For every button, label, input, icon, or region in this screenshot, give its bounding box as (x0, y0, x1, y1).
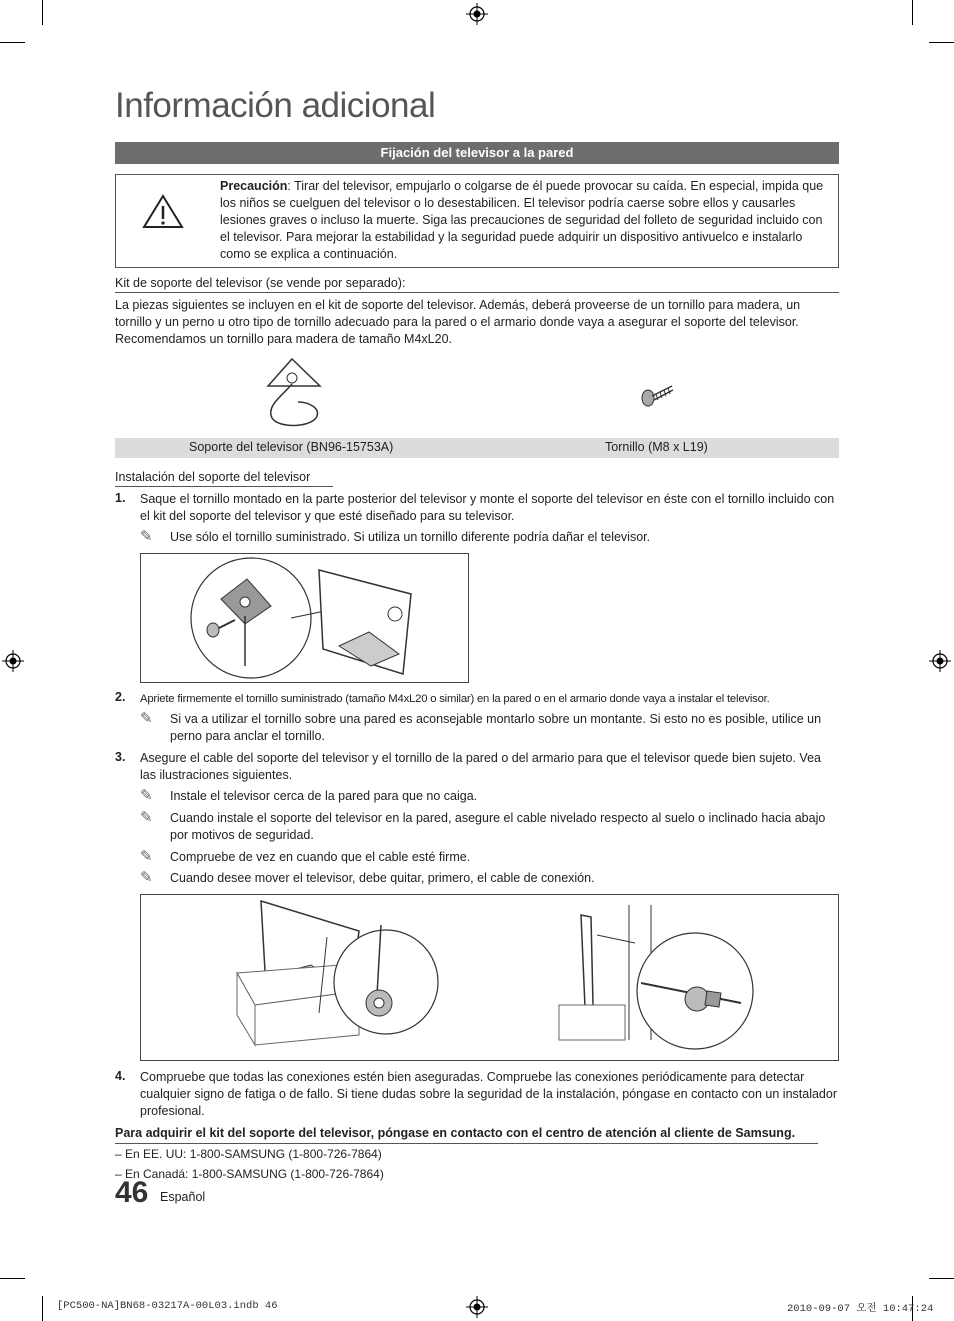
parts-caption-bar (115, 438, 839, 458)
warning-triangle-icon (142, 193, 184, 229)
registration-mark-icon (929, 650, 951, 672)
print-date-info: 2010-09-07 오전 10:47:24 (787, 1303, 934, 1315)
kit-intro: La piezas siguientes se incluyen en el kit de soporte del televisor. Además, deberá proveerse de un tornillo para madera, un tornillo y un perno u otro tipo de tornillo adecuado para la pared o el armario donde vaya a asegurar el soporte del televisor. Recomendamos un tornillo para madera de tamaño M4xL20. (115, 298, 801, 346)
part-label-screw: Tornillo (M8 x L19) (605, 440, 708, 454)
step-text: Compruebe que todas las conexiones estén bien aseguradas. Compruebe las conexiones periódicamente para detectar cualquier signo de fatiga o de fallo. Si tiene dudas sobre la seguridad de la instalación, póngase en contacto con un instalador profesional. (140, 1070, 838, 1118)
contact-heading: Para adquirir el kit del soporte del televisor, póngase en contacto con el centro de atención al cliente de Samsung. (115, 1126, 796, 1140)
crop-mark (929, 42, 954, 43)
crop-mark (42, 0, 43, 25)
tv-holder-bracket-illustration (262, 356, 332, 436)
kit-heading-wrap (115, 275, 839, 292)
caution-body: : Tirar del televisor, empujarlo o colgarse de él puede provocar su caída. En especial, impida que los niños se cuelguen del televisor o lo desestabilicen. El televisor podría caerse sobre ellos y causarles lesiones graves o incluso la muerte. Siga las precauciones de seguridad del folleto de seguridad incluido con el televisor. Para mejorar la estabilidad y la seguridad puede adquirir un dispositivo antivuelco e instalarlo como se explica a continuación. (220, 179, 824, 261)
note-pencil-icon: ✎ (140, 869, 153, 886)
step-note: Cuando desee mover el televisor, debe quitar, primero, el cable de conexión. (170, 871, 595, 885)
note-pencil-icon: ✎ (140, 528, 153, 545)
crop-mark (912, 0, 913, 25)
note-pencil-icon: ✎ (140, 710, 153, 727)
crop-mark (42, 1296, 43, 1321)
caution-label: Precaución (220, 179, 288, 193)
registration-mark-icon (466, 1296, 488, 1318)
figure-cable-secure (140, 894, 839, 1061)
kit-heading: Kit de soporte del televisor (se vende por separado): (115, 276, 406, 290)
registration-mark-icon (466, 3, 488, 25)
divider (115, 292, 839, 293)
note-pencil-icon: ✎ (140, 787, 153, 804)
registration-mark-icon (2, 650, 24, 672)
step-note: Si va a utilizar el tornillo sobre una pared es aconsejable montarlo sobre un montante. Si esto no es posible, utilice un perno para anclar el tornillo. (170, 712, 822, 743)
crop-mark (929, 1278, 954, 1279)
step-note: Instale el televisor cerca de la pared para que no caiga. (170, 789, 478, 803)
print-file-info: [PC500-NA]BN68-03217A-00L03.indb 46 (57, 1300, 278, 1312)
step-number: 2. (115, 690, 126, 704)
step-text: Asegure el cable del soporte del televisor y el tornillo de la pared o del armario para que el televisor quede bien sujeto. Vea las ilustraciones siguientes. (140, 751, 821, 782)
step-number: 3. (115, 750, 126, 764)
divider (115, 1143, 818, 1144)
step-note: Use sólo el tornillo suministrado. Si utiliza un tornillo diferente podría dañar el televisor. (170, 530, 651, 544)
crop-mark (0, 42, 25, 43)
page-language: Español (160, 1190, 206, 1204)
caution-text (220, 178, 832, 263)
step-number: 4. (115, 1069, 126, 1083)
install-heading-wrap (115, 469, 310, 486)
contact-line: – En Canadá: 1-800-SAMSUNG (1-800-726-7864) (115, 1167, 384, 1181)
part-label-holder: Soporte del televisor (BN96-15753A) (189, 440, 394, 454)
section-header: Fijación del televisor a la pared (115, 142, 839, 164)
step-note: Compruebe de vez en cuando que el cable esté firme. (170, 850, 471, 864)
note-pencil-icon: ✎ (140, 848, 153, 865)
contact-line: – En EE. UU: 1-800-SAMSUNG (1-800-726-7864) (115, 1147, 382, 1161)
crop-mark (0, 1278, 25, 1279)
step-note: Cuando instale el soporte del televisor en la pared, asegure el cable nivelado respecto al suelo o inclinado hacia abajo por motivos de seguridad. (170, 811, 826, 842)
install-heading: Instalación del soporte del televisor (115, 470, 311, 484)
page-title: Información adicional (115, 86, 436, 125)
page-number: 46 (115, 1176, 149, 1209)
step-text: Apriete firmemente el tornillo suministrado (tamaño M4xL20 o similar) en la pared o en el armario donde vaya a instalar el televisor. (140, 693, 770, 705)
divider (115, 486, 333, 487)
step-text: Saque el tornillo montado en la parte posterior del televisor y monte el soporte del televisor en éste con el tornillo incluido con el kit del soporte del televisor y que esté diseñado para su televisor. (140, 492, 835, 523)
step-number: 1. (115, 491, 126, 505)
note-pencil-icon: ✎ (140, 809, 153, 826)
figure-bracket-mount (140, 553, 469, 683)
screw-illustration (640, 380, 676, 410)
